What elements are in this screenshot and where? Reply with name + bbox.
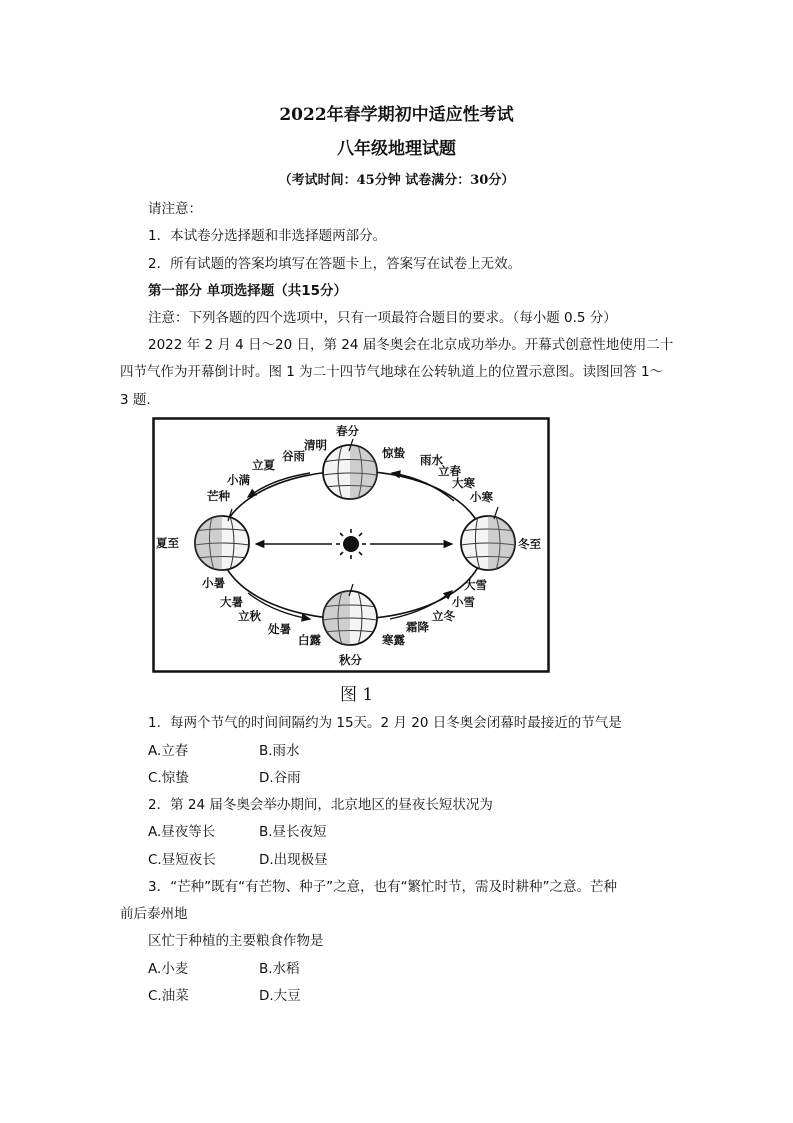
term-label: 寒露 [382, 633, 405, 647]
question-1-option-a: A.立春 [148, 743, 189, 759]
term-label: 大寒 [452, 476, 475, 490]
question-2-option-a: A.昼夜等长 [148, 824, 216, 840]
term-label: 处暑 [268, 622, 291, 636]
intro-line-2: 四节气作为开幕倒计时。图 1 为二十四节气地球在公转轨道上的位置示意图。读图回答 1～ [120, 364, 664, 380]
exam-subtitle: 八年级地理试题 [337, 139, 456, 159]
term-label: 秋分 [339, 653, 362, 667]
term-label: 惊蛰 [382, 446, 405, 460]
term-label: 立夏 [252, 458, 275, 472]
notice-item-1: 1．本试卷分选择题和非选择题两部分。 [148, 228, 387, 244]
solar-terms-figure [152, 417, 550, 673]
term-label: 大暑 [220, 595, 243, 609]
term-label: 立秋 [238, 609, 261, 623]
orbit-diagram [152, 417, 550, 673]
term-label: 白露 [298, 633, 321, 647]
term-label: 芒种 [207, 489, 230, 503]
term-label: 谷雨 [282, 449, 305, 463]
term-label: 清明 [304, 438, 327, 452]
question-3-option-d: D.大豆 [259, 988, 301, 1004]
exam-title: 2022年春学期初中适应性考试 [279, 105, 514, 125]
question-2-option-c: C.昼短夜长 [148, 852, 216, 868]
figure-caption: 图 1 [340, 685, 374, 705]
part1-note: 注意：下列各题的四个选项中，只有一项最符合题目的要求。（每小题 0.5 分） [148, 310, 617, 326]
question-3-option-c: C.油菜 [148, 988, 189, 1004]
notice-item-2: 2．所有试题的答案均填写在答题卡上，答案写在试卷上无效。 [148, 256, 522, 272]
question-1-option-c: C.惊蛰 [148, 770, 189, 786]
term-label: 春分 [336, 424, 359, 438]
intro-line-3: 3 题. [120, 392, 151, 408]
term-label: 冬至 [518, 537, 541, 551]
sun-icon [336, 529, 366, 559]
exam-info: （考试时间：45分钟 试卷满分：30分） [278, 173, 515, 188]
intro-line-1: 2022 年 2 月 4 日～20 日，第 24 届冬奥会在北京成功举办。开幕式创意性地使用二十 [148, 337, 674, 353]
question-1-option-b: B.雨水 [259, 743, 300, 759]
question-2-stem: 2．第 24 届冬奥会举办期间，北京地区的昼夜长短状况为 [148, 797, 493, 813]
question-2-option-b: B.昼长夜短 [259, 824, 327, 840]
question-3-stem-line-3: 区忙于种植的主要粮食作物是 [148, 933, 324, 949]
term-label: 小暑 [202, 576, 225, 590]
globe-icon [323, 439, 377, 499]
globe-icon [323, 584, 377, 645]
question-3-stem-line-1: 3．“芒种”既有“有芒物、种子”之意，也有“繁忙时节，需及时耕种”之意。芒种 [148, 879, 618, 895]
question-1-stem: 1．每两个节气的时间间隔约为 15天。2 月 20 日冬奥会闭幕时最接近的节气是 [148, 715, 622, 731]
term-label: 立冬 [432, 609, 455, 623]
term-label: 立春 [438, 464, 461, 478]
term-label: 小满 [227, 473, 250, 487]
term-label: 夏至 [156, 536, 179, 550]
part1-heading: 第一部分 单项选择题（共15分） [148, 283, 347, 299]
question-3-stem-line-2: 前后泰州地 [120, 906, 188, 922]
question-2-option-d: D.出现极昼 [259, 852, 328, 868]
globe-icon [195, 509, 249, 570]
question-3-option-a: A.小麦 [148, 961, 189, 977]
term-label: 小雪 [452, 595, 475, 609]
question-1-option-d: D.谷雨 [259, 770, 301, 786]
globe-icon [461, 507, 515, 570]
notice-heading: 请注意： [148, 201, 202, 217]
term-label: 霜降 [406, 620, 429, 634]
term-label: 小寒 [470, 490, 493, 504]
question-3-option-b: B.水稻 [259, 961, 300, 977]
term-label: 大雪 [464, 578, 487, 592]
term-label: 雨水 [420, 453, 443, 467]
